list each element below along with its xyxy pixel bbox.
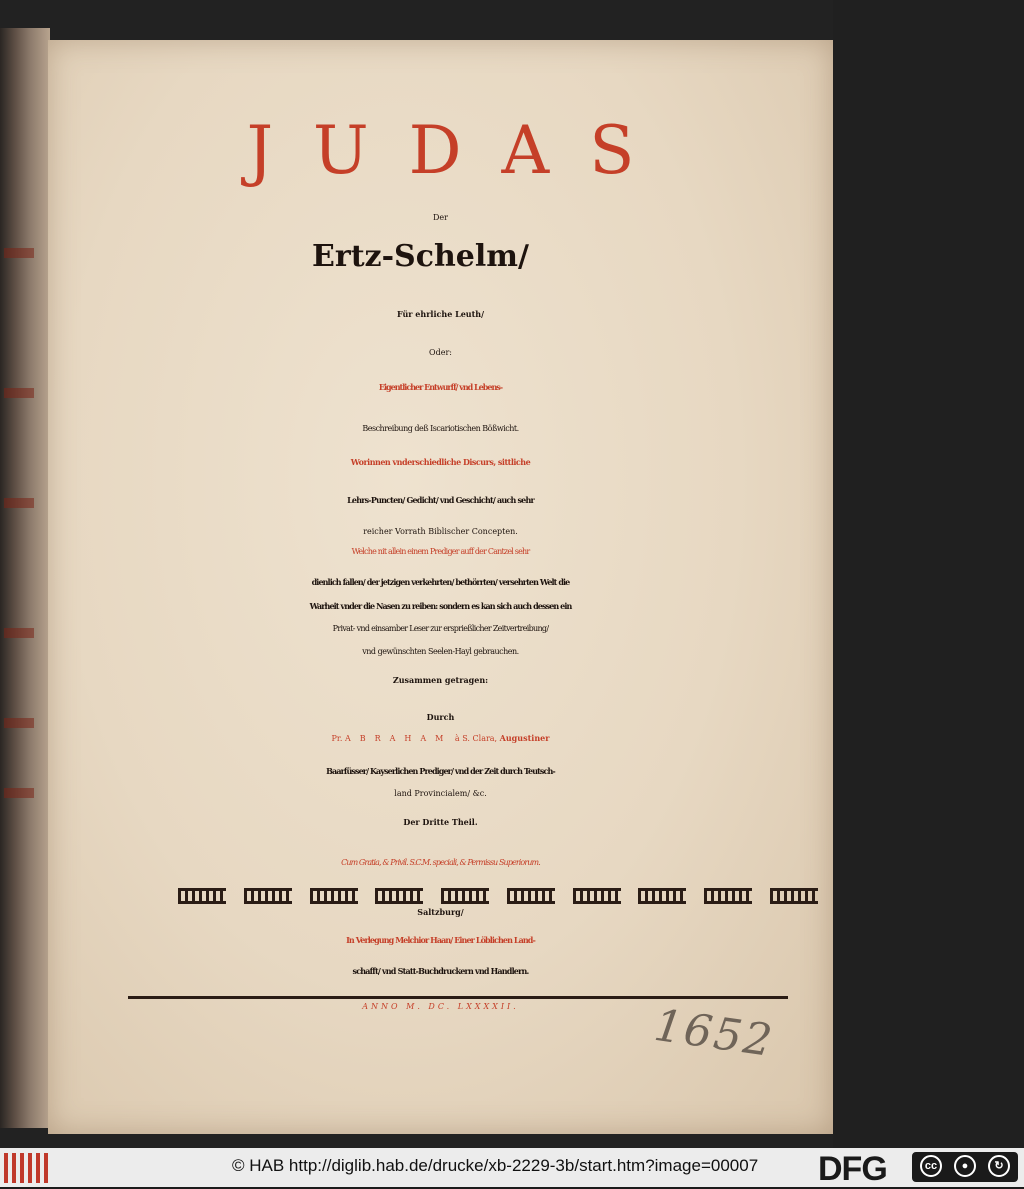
line-anno: ANNO M. DC. LXXXXII. xyxy=(362,1002,519,1011)
line-land: land Provincialem/ &c. xyxy=(394,789,487,798)
cc-icon: cc xyxy=(920,1155,942,1177)
author-name: ABRAHAM xyxy=(344,734,453,743)
line-worinnen: Worinnen vnderschiedliche Discurs, sittliche xyxy=(350,457,531,467)
author-order: Augustiner xyxy=(499,733,550,743)
footer-credit: © HAB http://diglib.hab.de/drucke/xb-2229-3b/start.htm?image=00007 xyxy=(232,1156,759,1175)
line-schafft: schafft/ vnd Statt-Buchdruckern vnd Handlern. xyxy=(352,966,529,976)
line-warheit: Warheit vnder die Nasen zu reiben: sondern es kan sich auch dessen ein xyxy=(309,601,572,611)
scan-margin-right xyxy=(833,0,1024,1148)
title-page xyxy=(48,40,833,1134)
sa-icon: ↻ xyxy=(988,1155,1010,1177)
author-clara: à S. Clara, xyxy=(454,734,498,743)
line-dienlich: dienlich fallen/ der jetzigen verkehrten/ bethörrten/ versehrten Welt die xyxy=(311,577,570,587)
by-icon: ● xyxy=(954,1155,976,1177)
line-gratia: Cum Gratia, & Privil. S.C.M. speciali, & Permissu Superiorum. xyxy=(341,858,540,867)
divider-rule xyxy=(128,996,788,999)
line-privat: Privat- vnd einsamber Leser zur ersprießlicher Zeitvertreibung/ xyxy=(332,624,549,633)
line-oder: Oder: xyxy=(429,348,452,357)
line-erzschelm: Ertz-Schelm/ xyxy=(312,239,529,274)
line-zusammen: Zusammen getragen: xyxy=(392,675,489,685)
line-gewunschten: vnd gewünschten Seelen-Hayl gebrauchen. xyxy=(362,647,519,656)
line-reicher: reicher Vorrath Biblischer Concepten. xyxy=(363,527,518,536)
author-line xyxy=(48,734,833,743)
line-fur: Für ehrliche Leuth/ xyxy=(396,309,485,319)
dfg-logo: DFG xyxy=(818,1150,887,1188)
handwritten-note: 1652 xyxy=(651,999,777,1068)
line-beschreibung: Beschreibung deß Iscariotischen Bößwicht. xyxy=(362,424,519,433)
line-saltzburg: Saltzburg/ xyxy=(417,907,464,917)
author-title: Pr. xyxy=(331,734,343,743)
line-eigentlicher: Eigentlicher Entwurff/ vnd Lebens- xyxy=(378,382,503,392)
hab-logo-icon xyxy=(4,1153,48,1183)
title: JUDAS xyxy=(246,112,675,189)
line-durch: Durch xyxy=(426,712,455,722)
line-lehrs: Lehrs-Puncten/ Gedicht/ vnd Geschicht/ auch sehr xyxy=(347,495,534,505)
line-baarfusser: Baarfüsser/ Kayserlichen Prediger/ vnd der Zeit durch Teutsch- xyxy=(326,766,555,776)
adjacent-page-edge xyxy=(0,28,50,1128)
ornament-rule xyxy=(178,888,818,904)
line-der: Der xyxy=(433,213,448,222)
line-theil: Der Dritte Theil. xyxy=(403,817,478,827)
line-welche: Welche nit allein einem Prediger auff der Cantzel sehr xyxy=(351,547,530,556)
footer-bar xyxy=(0,1148,1024,1187)
license-badge[interactable] xyxy=(912,1152,1018,1182)
line-verlegung: In Verlegung Melchior Haan/ Einer Löblichen Land- xyxy=(346,935,535,945)
